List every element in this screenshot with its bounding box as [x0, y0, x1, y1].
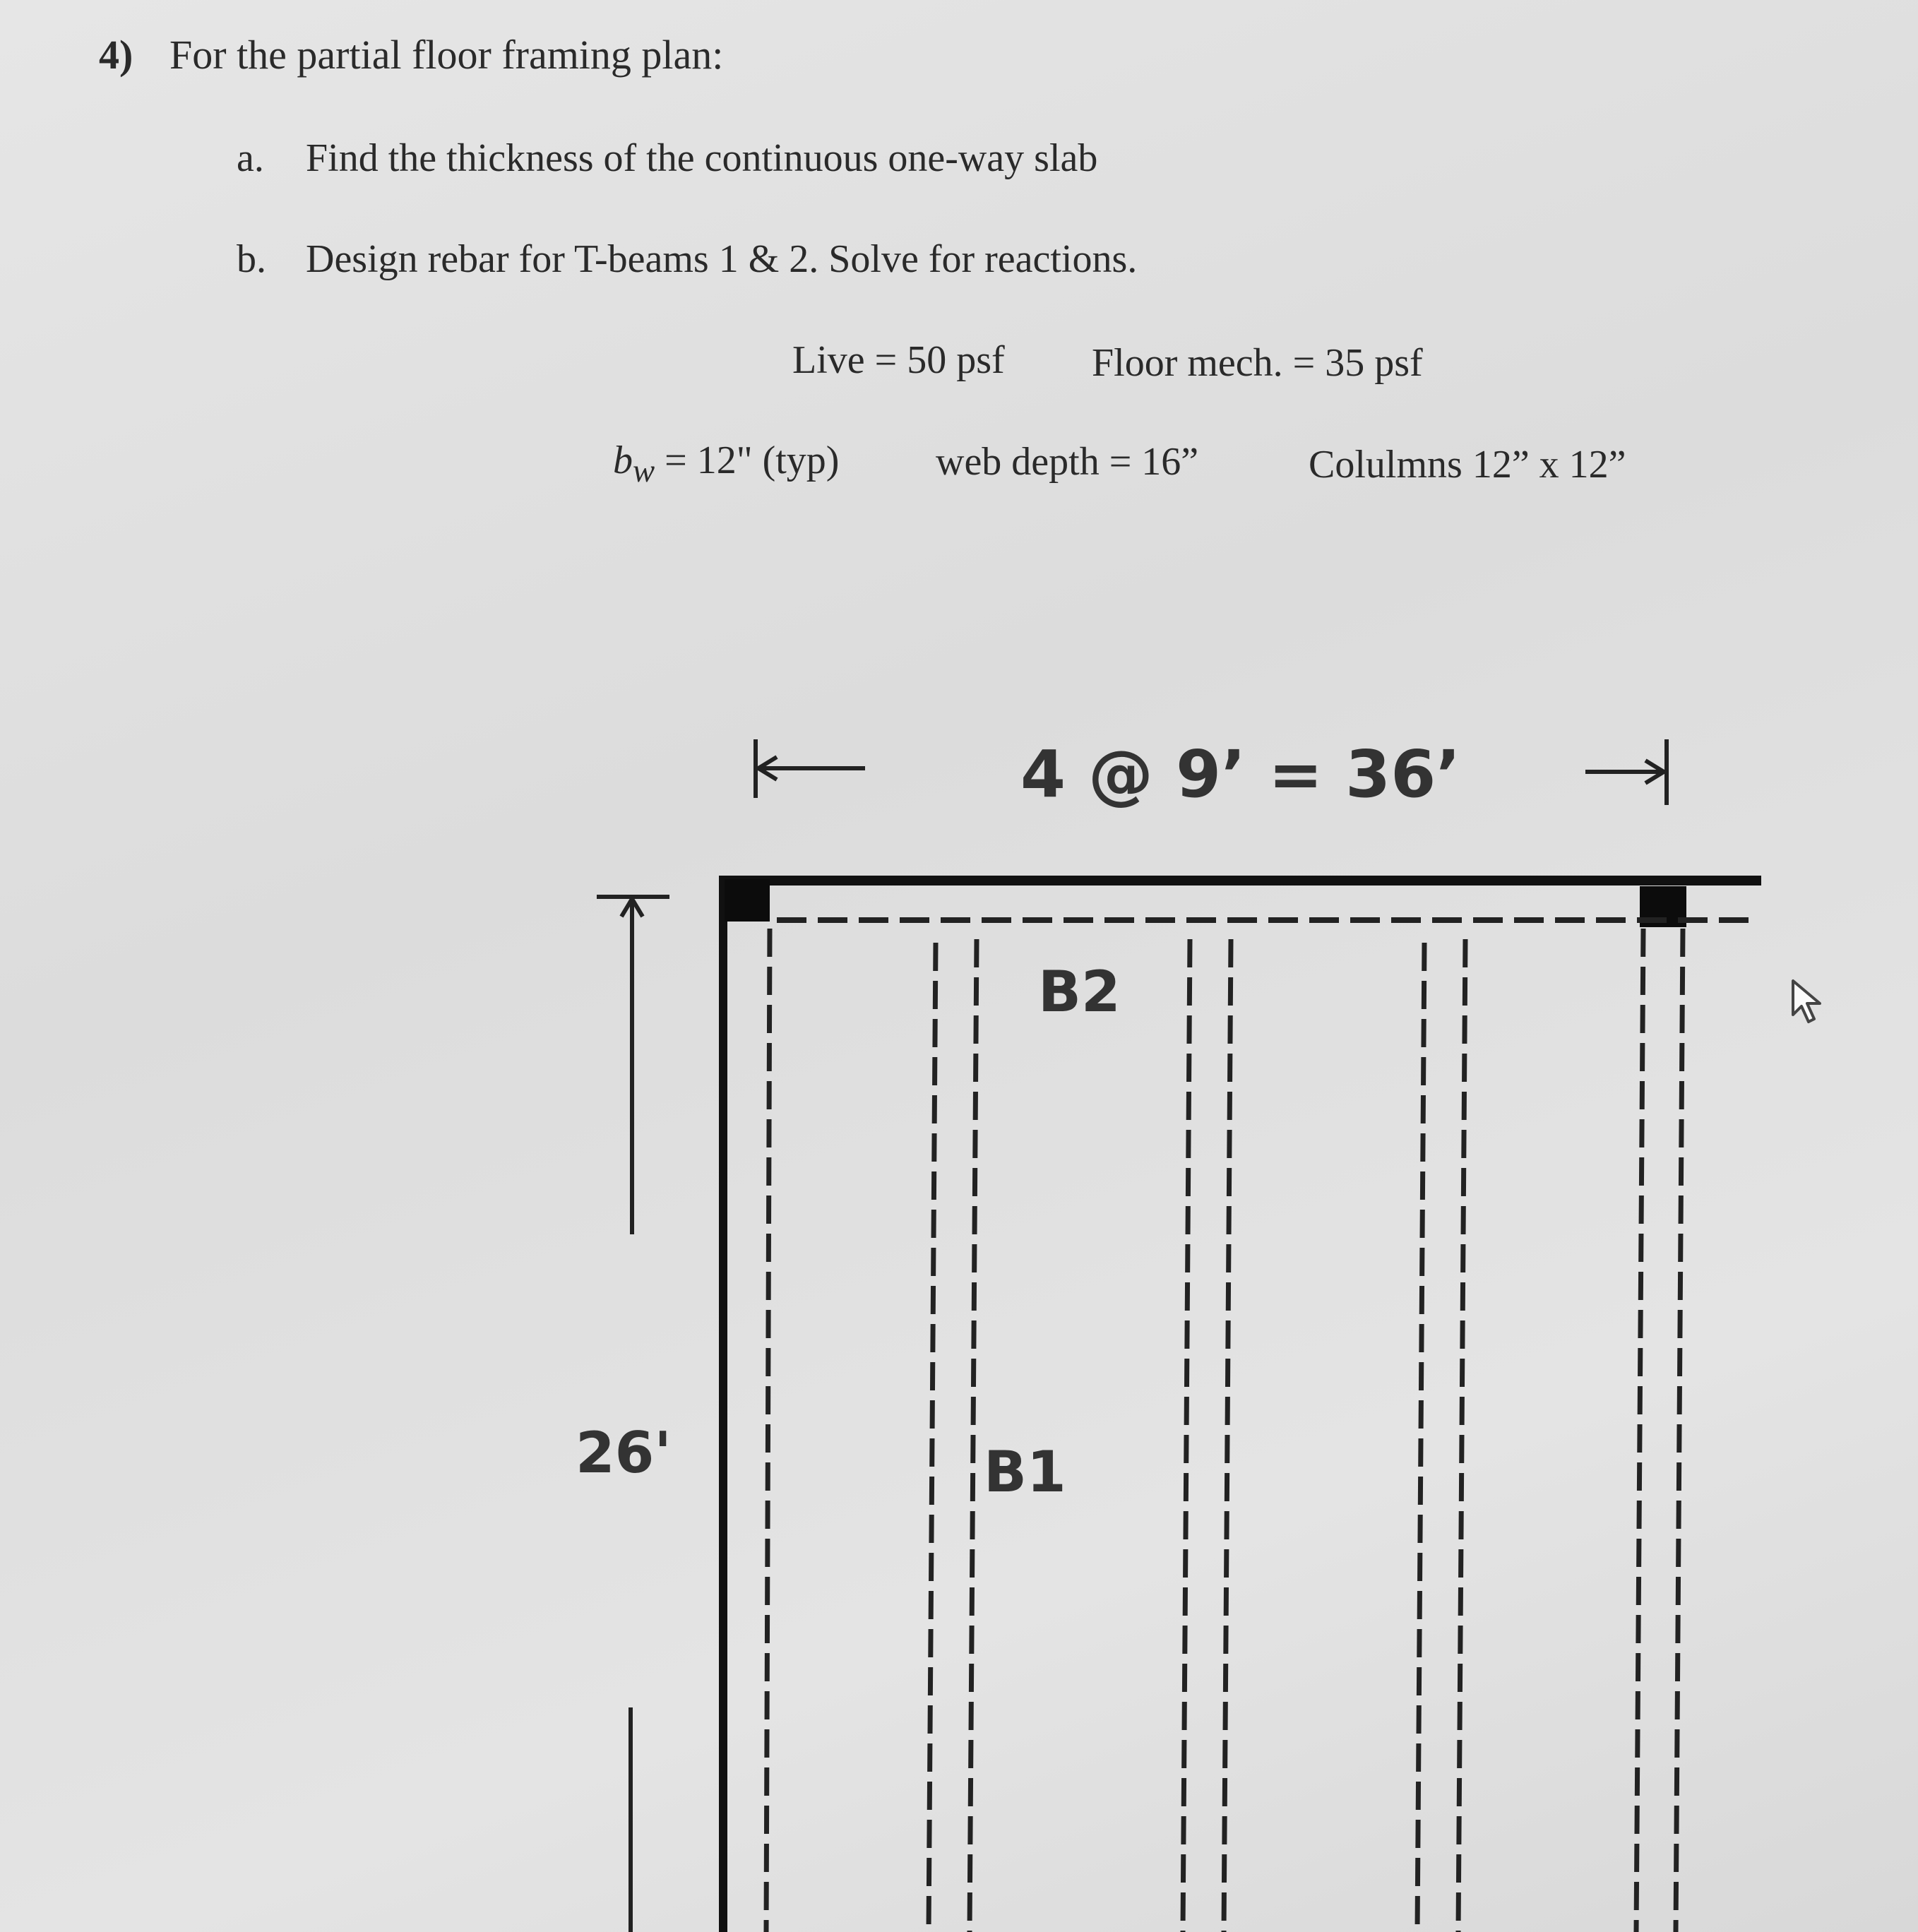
live-load: Live = 50 psf [792, 338, 1005, 382]
span-dimension-label: 4 @ 9’ = 36’ [1020, 737, 1461, 812]
beam-4-line-left [1417, 943, 1424, 1932]
beam-4-line-right [1458, 939, 1465, 1932]
height-dimension-label: 26' [576, 1420, 672, 1486]
span-dimension-left-arrow [756, 739, 865, 798]
left-edge-beam [719, 876, 727, 1932]
bw-symbol: b [613, 439, 633, 482]
top-girder [722, 876, 1761, 886]
bw-value: = 12" (typ) [665, 439, 840, 482]
floor-mech-load: Floor mech. = 35 psf [1092, 341, 1423, 385]
beam-b1-line-right [970, 939, 977, 1932]
beam-3-line-left [1183, 939, 1190, 1932]
beam-3-line-right [1224, 939, 1231, 1932]
beam-b1-label: B1 [984, 1439, 1066, 1505]
item-a-letter: a. [237, 136, 264, 180]
item-a-text: Find the thickness of the continuous one-way slab [306, 136, 1098, 180]
span-dimension-right-arrow [1585, 739, 1667, 805]
item-b-text: Design rebar for T-beams 1 & 2. Solve for reactions. [306, 237, 1138, 281]
beam-line-left [766, 929, 770, 1932]
bw-subscript: w [633, 453, 655, 490]
web-depth: web depth = 16” [936, 440, 1199, 484]
question-prompt: For the partial floor framing plan: [169, 32, 724, 78]
column-top-left [725, 879, 770, 922]
beam-5-line-left [1636, 929, 1643, 1932]
mouse-pointer-icon [1790, 978, 1823, 1028]
item-b-letter: b. [237, 237, 266, 281]
beam-b1-line-left [929, 943, 936, 1932]
beam-b2-label: B2 [1038, 959, 1121, 1025]
column-size: Colulmns 12” x 12” [1309, 443, 1626, 487]
beam-5-line-right [1676, 929, 1683, 1932]
height-dimension-top-arrow [597, 897, 669, 1234]
question-number: 4) [99, 32, 133, 78]
